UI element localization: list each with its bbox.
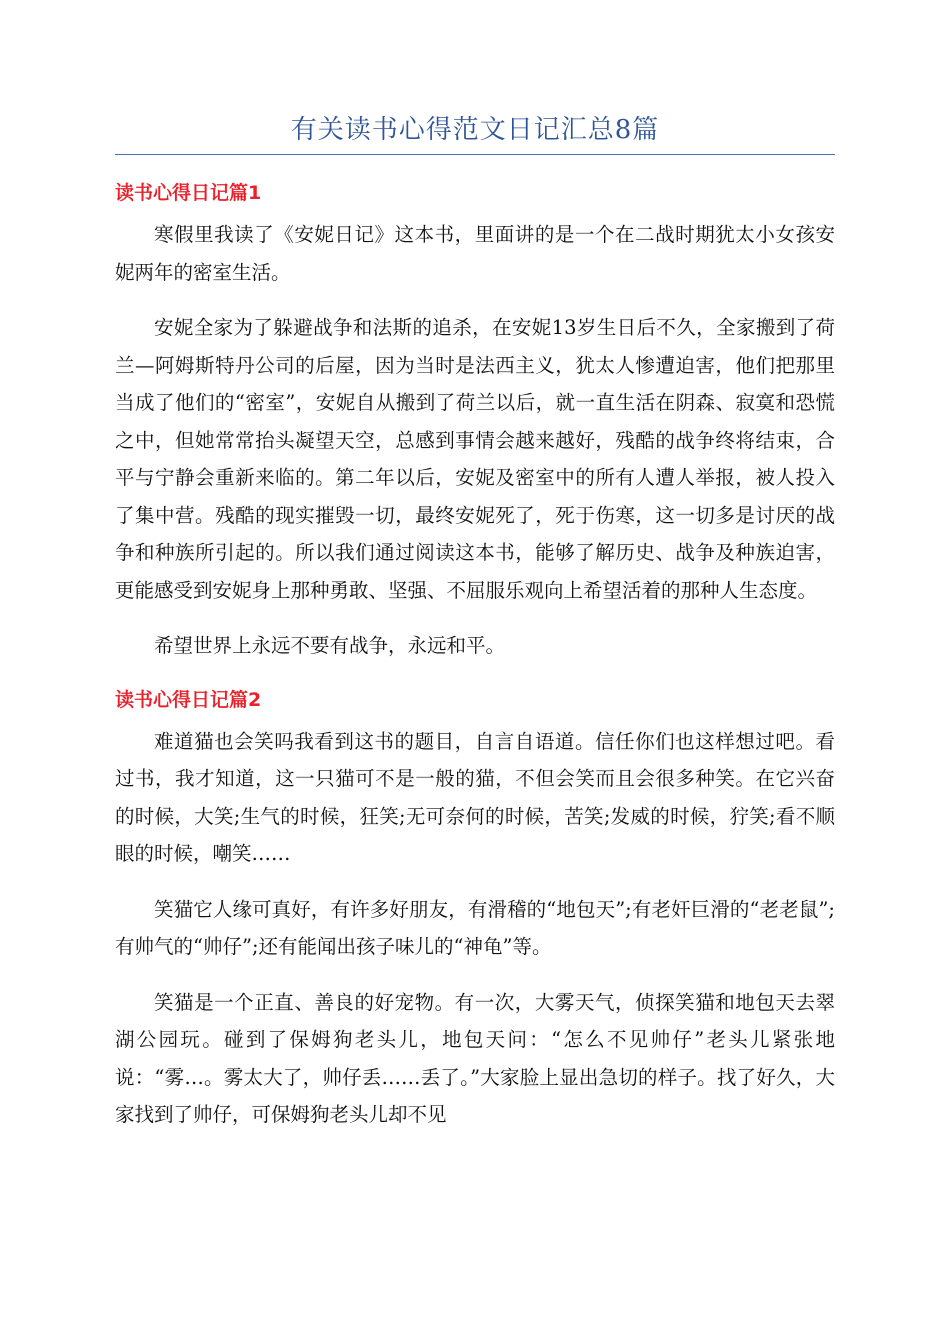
title-underline xyxy=(115,154,835,155)
paragraph: 笑猫它人缘可真好，有许多好朋友，有滑稽的“地包天”;有老奸巨滑的“老老鼠”;有帅气的“帅仔”;还有能闻出孩子味儿的“神龟”等。 xyxy=(115,897,835,958)
paragraph: 寒假里我读了《安妮日记》这本书，里面讲的是一个在二战时期犹太小女孩安妮两年的密室生活。 xyxy=(115,223,835,284)
paragraph: 希望世界上永远不要有战争，永远和平。 xyxy=(154,634,506,657)
section-heading: 读书心得日记篇2 xyxy=(115,688,262,711)
document-title: 有关读书心得范文日记汇总8篇 xyxy=(290,115,660,145)
paragraph: 难道猫也会笑吗我看到这书的题目，自言自语道。信任你们也这样想过吧。看过书，我才知道，这一只猫可不是一般的猫，不但会笑而且会很多种笑。在它兴奋的时候，大笑;生气的时候，狂笑;无可奈何的时候，苦笑;发威的时候，狞笑;看不顺眼的时候，嘲笑…… xyxy=(115,729,835,865)
paragraph: 笑猫是一个正直、善良的好宠物。有一次，大雾天气，侦探笑猫和地包天去翠湖公园玩。碰到了保姆狗老头儿，地包天问：“怎么不见帅仔”老头儿紧张地说：“雾…。雾太大了，帅仔丢……丢了。”大家脸上显出急切的样子。找了好久，大家找到了帅仔，可保姆狗老头儿却不见 xyxy=(115,990,835,1126)
section-2 xyxy=(115,683,835,1134)
section-heading: 读书心得日记篇1 xyxy=(115,182,262,204)
paragraph: 安妮全家为了躲避战争和法斯的追杀，在安妮13岁生日后不久，全家搬到了荷兰—阿姆斯特丹公司的后屋，因为当时是法西主义，犹太人惨遭迫害，他们把那里当成了他们的“密室”，安妮自从搬到了荷兰以后，就一直生活在阴森、寂寞和恐慌之中，但她常常抬头凝望天空，总感到事情会越来越好，残酷的战争终将结束，合平与宁静会重新来临的。第二年以后，安妮及密室中的所有人遭人举报，被人投入了集中营。残酷的现实摧毁一切，最终安妮死了，死于伤寒，这一切多是讨厌的战争和种族所引起的。所以我们通过阅读这本书，能够了解历史、战争及种族迫害，更能感受到安妮身上那种勇敢、坚强、不屈服乐观向上希望活着的那种人生态度。 xyxy=(115,316,835,602)
document-body xyxy=(115,176,835,1152)
section-1 xyxy=(115,176,835,665)
